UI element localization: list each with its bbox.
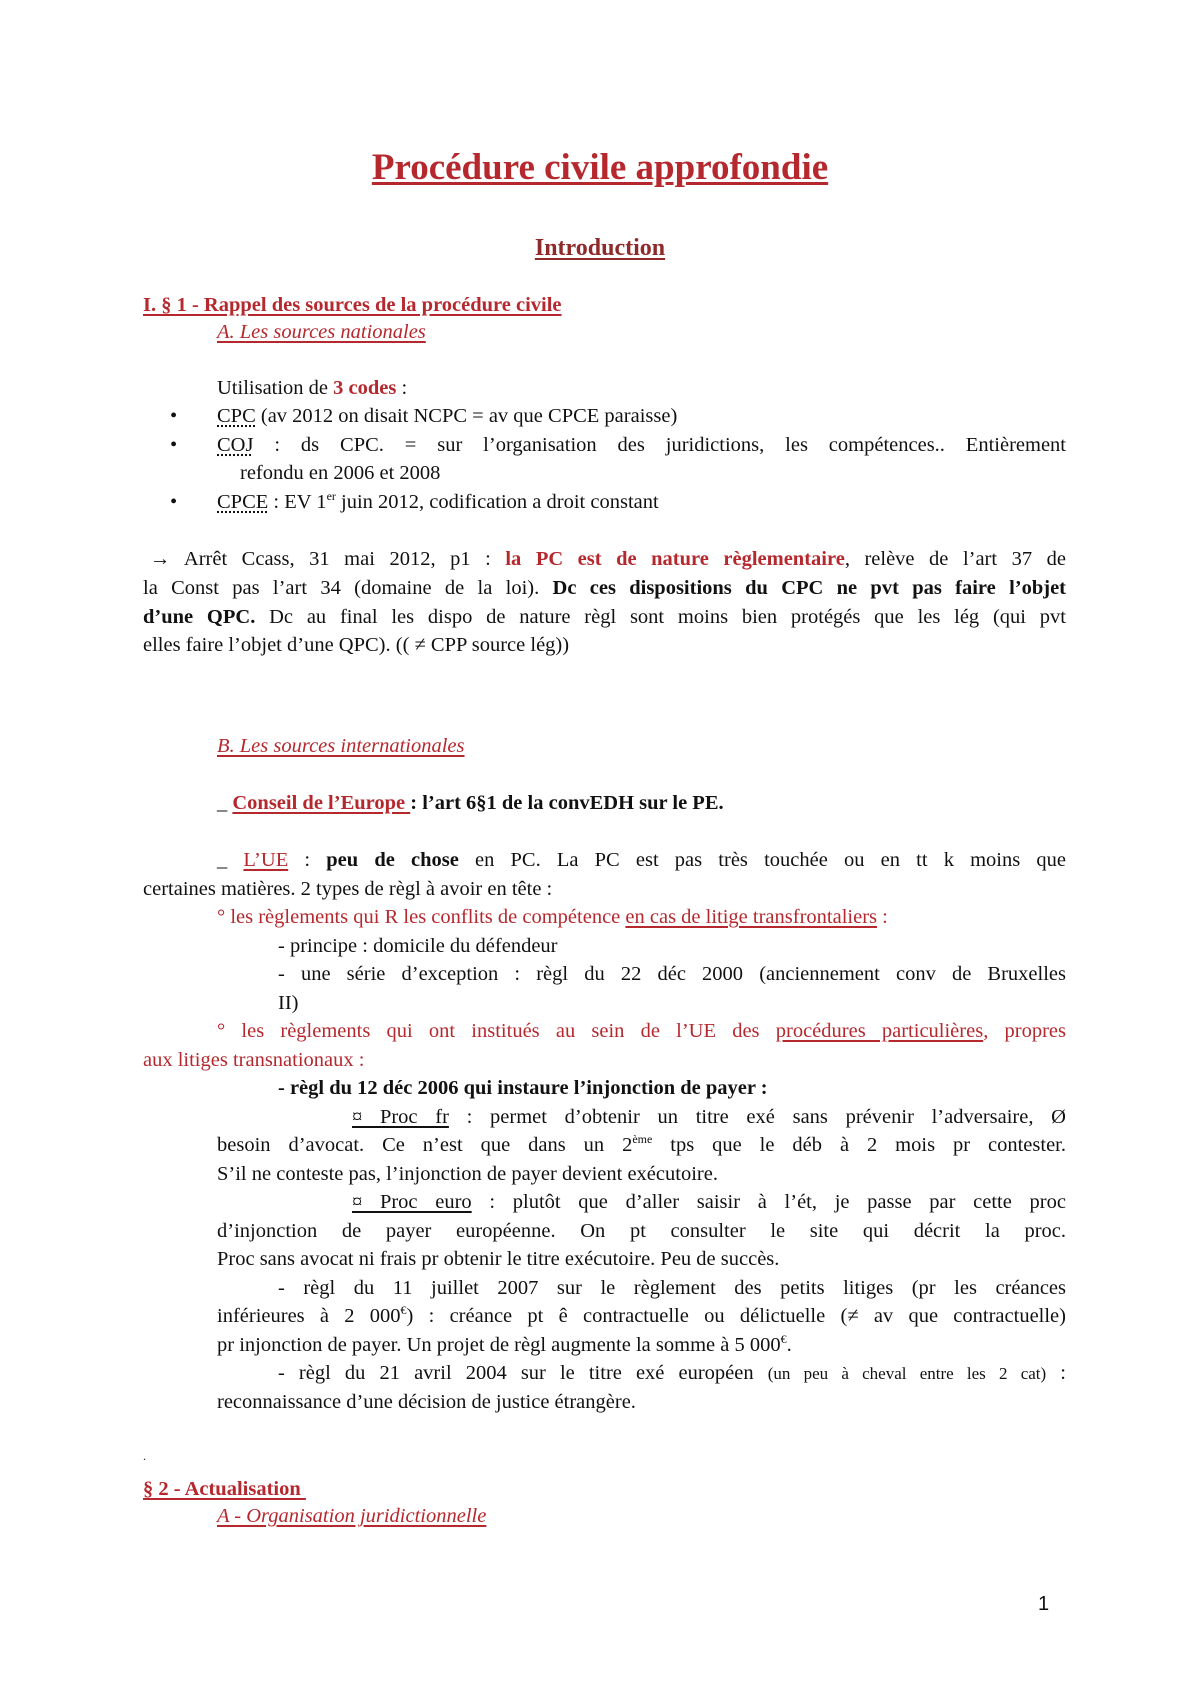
bullet-icon: • (170, 405, 178, 427)
proc-fr-line-3: S’il ne conteste pas, l’injonction de payer devient exécutoire. (217, 1163, 718, 1185)
coj-term: COJ (217, 434, 254, 456)
proc-fr-line-2: besoin d’avocat. Ce n’est que dans un 2ème tps que le déb à 2 mois pr contester. (217, 1132, 1066, 1156)
ue-label: L’UE (243, 849, 289, 871)
reglements-procedures-cont: aux litiges transnationaux : (143, 1049, 365, 1071)
titre-exe-line-2: reconnaissance d’une décision de justice étrangère. (217, 1391, 636, 1413)
arret-line-1: → Arrêt Ccass, 31 mai 2012, p1 : la PC est de nature règlementaire, relève de l’art 37 de (150, 548, 1066, 570)
bullet-icon: • (170, 434, 178, 456)
conseil-europe-line: _ Conseil de l’Europe : l’art 6§1 de la convEDH sur le PE. (217, 792, 724, 814)
reg1-item-exception: - une série d’exception : règl du 22 déc 2000 (anciennement conv de Bruxelles (278, 963, 1066, 985)
bullet-cpce: CPCE : EV 1er juin 2012, codification a droit constant (217, 489, 659, 513)
petits-litiges-line-3: pr injonction de payer. Un projet de règl augmente la somme à 5 000€. (217, 1332, 792, 1356)
injonction-heading: - règl du 12 déc 2006 qui instaure l’injonction de payer : (278, 1077, 768, 1099)
arret-line-3: d’une QPC. Dc au final les dispo de nature règl sont moins bien protégés que les lég (qui pvt (143, 606, 1066, 628)
petits-litiges-line-2: inférieures à 2 000€) : créance pt ê contractuelle ou délictuelle (≠ av que contractuelle) (217, 1303, 1066, 1327)
proc-euro-label: ¤ Proc euro (352, 1191, 472, 1213)
proc-euro-line-1: ¤ Proc euro : plutôt que d’aller saisir à l’ét, je passe par cette proc (352, 1191, 1066, 1213)
arret-line-4: elles faire l’objet d’une QPC). (( ≠ CPP source lég)) (143, 634, 570, 656)
bullet-icon: • (170, 491, 178, 513)
reg1-item-principe: - principe : domicile du défendeur (278, 935, 558, 957)
subsection-b-heading: B. Les sources internationales (217, 735, 465, 757)
proc-euro-line-3: Proc sans avocat ni frais pr obtenir le titre exécutoire. Peu de succès. (217, 1248, 780, 1270)
ue-line-1: _ L’UE : peu de chose en PC. La PC est pas très touchée ou en tt k moins que (217, 849, 1066, 871)
bullet-cpc: CPC (av 2012 on disait NCPC = av que CPCE paraisse) (217, 405, 678, 427)
bullet-coj: COJ : ds CPC. = sur l’organisation des juridictions, les compétences.. Entièrement (217, 434, 1066, 456)
section-2-heading: § 2 - Actualisation (143, 1478, 306, 1500)
bullet-coj-continuation: refondu en 2006 et 2008 (240, 462, 441, 484)
petits-litiges-line-1: - règl du 11 juillet 2007 sur le règlement des petits litiges (pr les créances (278, 1277, 1066, 1299)
codes-count: 3 codes (333, 377, 397, 399)
reglements-conflits: ° les règlements qui R les conflits de compétence en cas de litige transfrontaliers : (217, 906, 888, 928)
cpc-term: CPC (217, 405, 256, 427)
section-2-subsection-a: A - Organisation juridictionnelle (217, 1505, 487, 1527)
page-number: 1 (1038, 1593, 1050, 1615)
titre-exe-line-1: - règl du 21 avril 2004 sur le titre exé européen (un peu à cheval entre les 2 cat) : (278, 1362, 1066, 1384)
codes-intro: Utilisation de 3 codes : (217, 377, 408, 399)
page-title: Procédure civile approfondie (371, 147, 829, 188)
arret-line-2: la Const pas l’art 34 (domaine de la loi). Dc ces dispositions du CPC ne pvt pas faire l’objet (143, 577, 1066, 599)
stray-dot: . (143, 1449, 146, 1463)
introduction-heading: Introduction (534, 235, 666, 261)
subsection-a-heading: A. Les sources nationales (217, 321, 426, 343)
reglements-procedures: ° les règlements qui ont institués au sein de l’UE des procédures particulières, propres (217, 1020, 1066, 1042)
cpce-term: CPCE (217, 491, 269, 513)
proc-euro-line-2: d’injonction de payer européenne. On pt consulter le site qui décrit la proc. (217, 1220, 1066, 1242)
ue-line-2: certaines matières. 2 types de règl à avoir en tête : (143, 878, 553, 900)
proc-fr-label: ¤ Proc fr (352, 1106, 449, 1128)
proc-fr-line-1: ¤ Proc fr : permet d’obtenir un titre exé sans prévenir l’adversaire, Ø (352, 1106, 1066, 1128)
reg1-item-exception-cont: II) (278, 992, 299, 1014)
section-1-heading: I. § 1 - Rappel des sources de la procédure civile (143, 294, 562, 316)
conseil-europe-label: Conseil de l’Europe (232, 792, 411, 814)
